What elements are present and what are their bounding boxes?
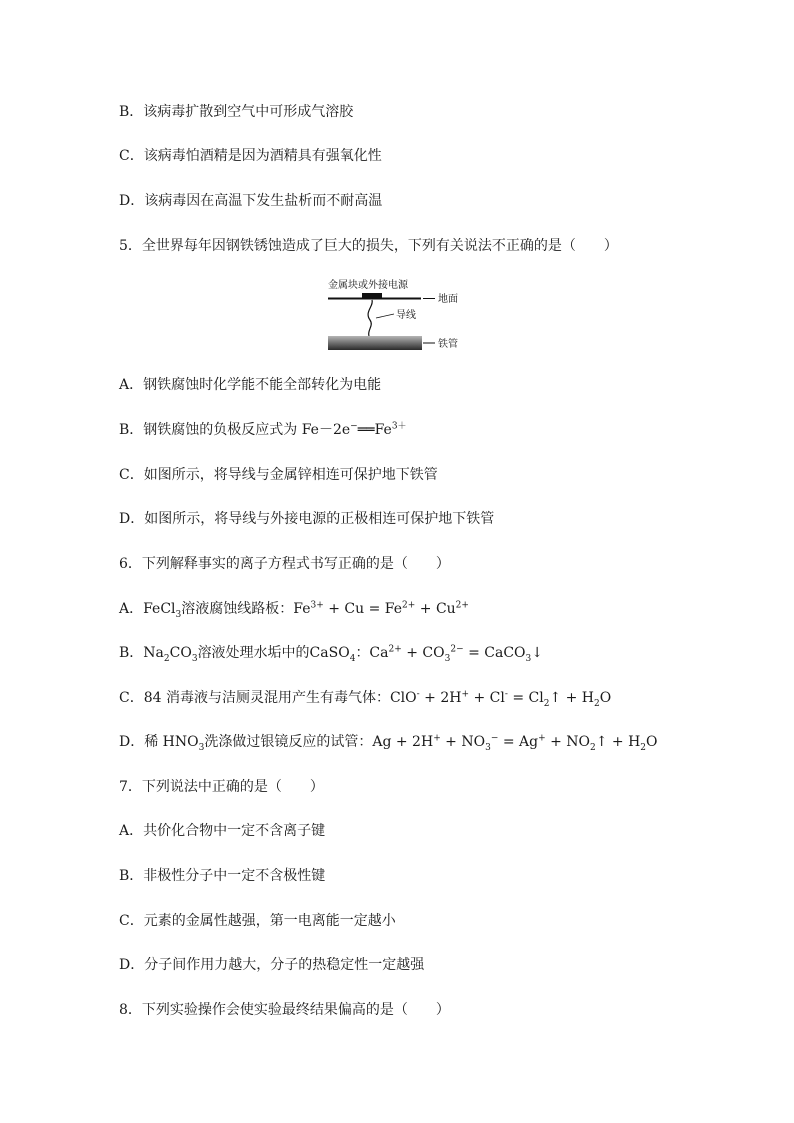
q5-option-b: B．钢铁腐蚀的负极反应式为 $Fe-2e^-══Fe^{3+}$ xyxy=(119,421,407,438)
q7-option-a: A．共价化合物中一定不含离子键 xyxy=(119,823,326,839)
q6-stem: 6．下列解释事实的离子方程式书写正确的是（ ） xyxy=(119,556,450,572)
q6-option-c: C．84 消毒液与洁厕灵混用产生有毒气体：$ClO^- + 2H^+ + Cl^- = Cl_2↑ + H_2O$ xyxy=(119,689,612,709)
wire xyxy=(368,300,372,336)
label-wire: 导线 xyxy=(396,310,416,321)
q4-option-b: B．该病毒扩散到空气中可形成气溶胶 xyxy=(119,104,354,120)
iron-pipe xyxy=(328,336,422,350)
metal-block xyxy=(362,293,382,298)
q6-option-d: D．稀 $HNO_3$洗涤做过银镜反应的试管：$Ag + 2H^+ + NO_3^- = Ag^+$ + $NO_2↑ + H_2O$ xyxy=(119,733,658,753)
label-pipe: 铁管 xyxy=(438,339,458,350)
q6-option-b: B．$Na_2CO_3$溶液处理水垢中的CaSO$_4$：$Ca^{2+} + CO_3^{2-}$ = CaCO$_3$↓ xyxy=(119,644,543,664)
q6-option-a: A．FeCl$_3$溶液腐蚀线路板：$Fe^{3+} + Cu = Fe^{2+} + Cu^{2+}$ xyxy=(119,600,469,620)
q4-option-d: D．该病毒因在高温下发生盐析而不耐高温 xyxy=(119,193,383,209)
q7-option-b: B．非极性分子中一定不含极性键 xyxy=(119,868,326,884)
label-metal-block: 金属块或外接电源 xyxy=(328,280,408,291)
q5-option-c: C．如图所示，将导线与金属锌相连可保护地下铁管 xyxy=(119,467,438,483)
q4-option-c: C．该病毒怕酒精是因为酒精具有强氧化性 xyxy=(119,148,382,164)
q5-stem: 5．全世界每年因钢铁锈蚀造成了巨大的损失，下列有关说法不正确的是（ ） xyxy=(119,238,618,254)
q7-stem: 7．下列说法中正确的是（ ） xyxy=(119,779,324,795)
corrosion-protection-diagram xyxy=(320,274,480,358)
q7-option-d: D．分子间作用力越大，分子的热稳定性一定越强 xyxy=(119,957,425,973)
q8-stem: 8．下列实验操作会使实验最终结果偏高的是（ ） xyxy=(119,1002,450,1018)
label-ground: 地面 xyxy=(438,294,458,305)
q7-option-c: C．元素的金属性越强，第一电离能一定越小 xyxy=(119,913,396,929)
q5-option-d: D．如图所示，将导线与外接电源的正极相连可保护地下铁管 xyxy=(119,511,495,527)
wire-pointer xyxy=(376,314,394,318)
q5-option-a: A．钢铁腐蚀时化学能不能全部转化为电能 xyxy=(119,377,382,393)
